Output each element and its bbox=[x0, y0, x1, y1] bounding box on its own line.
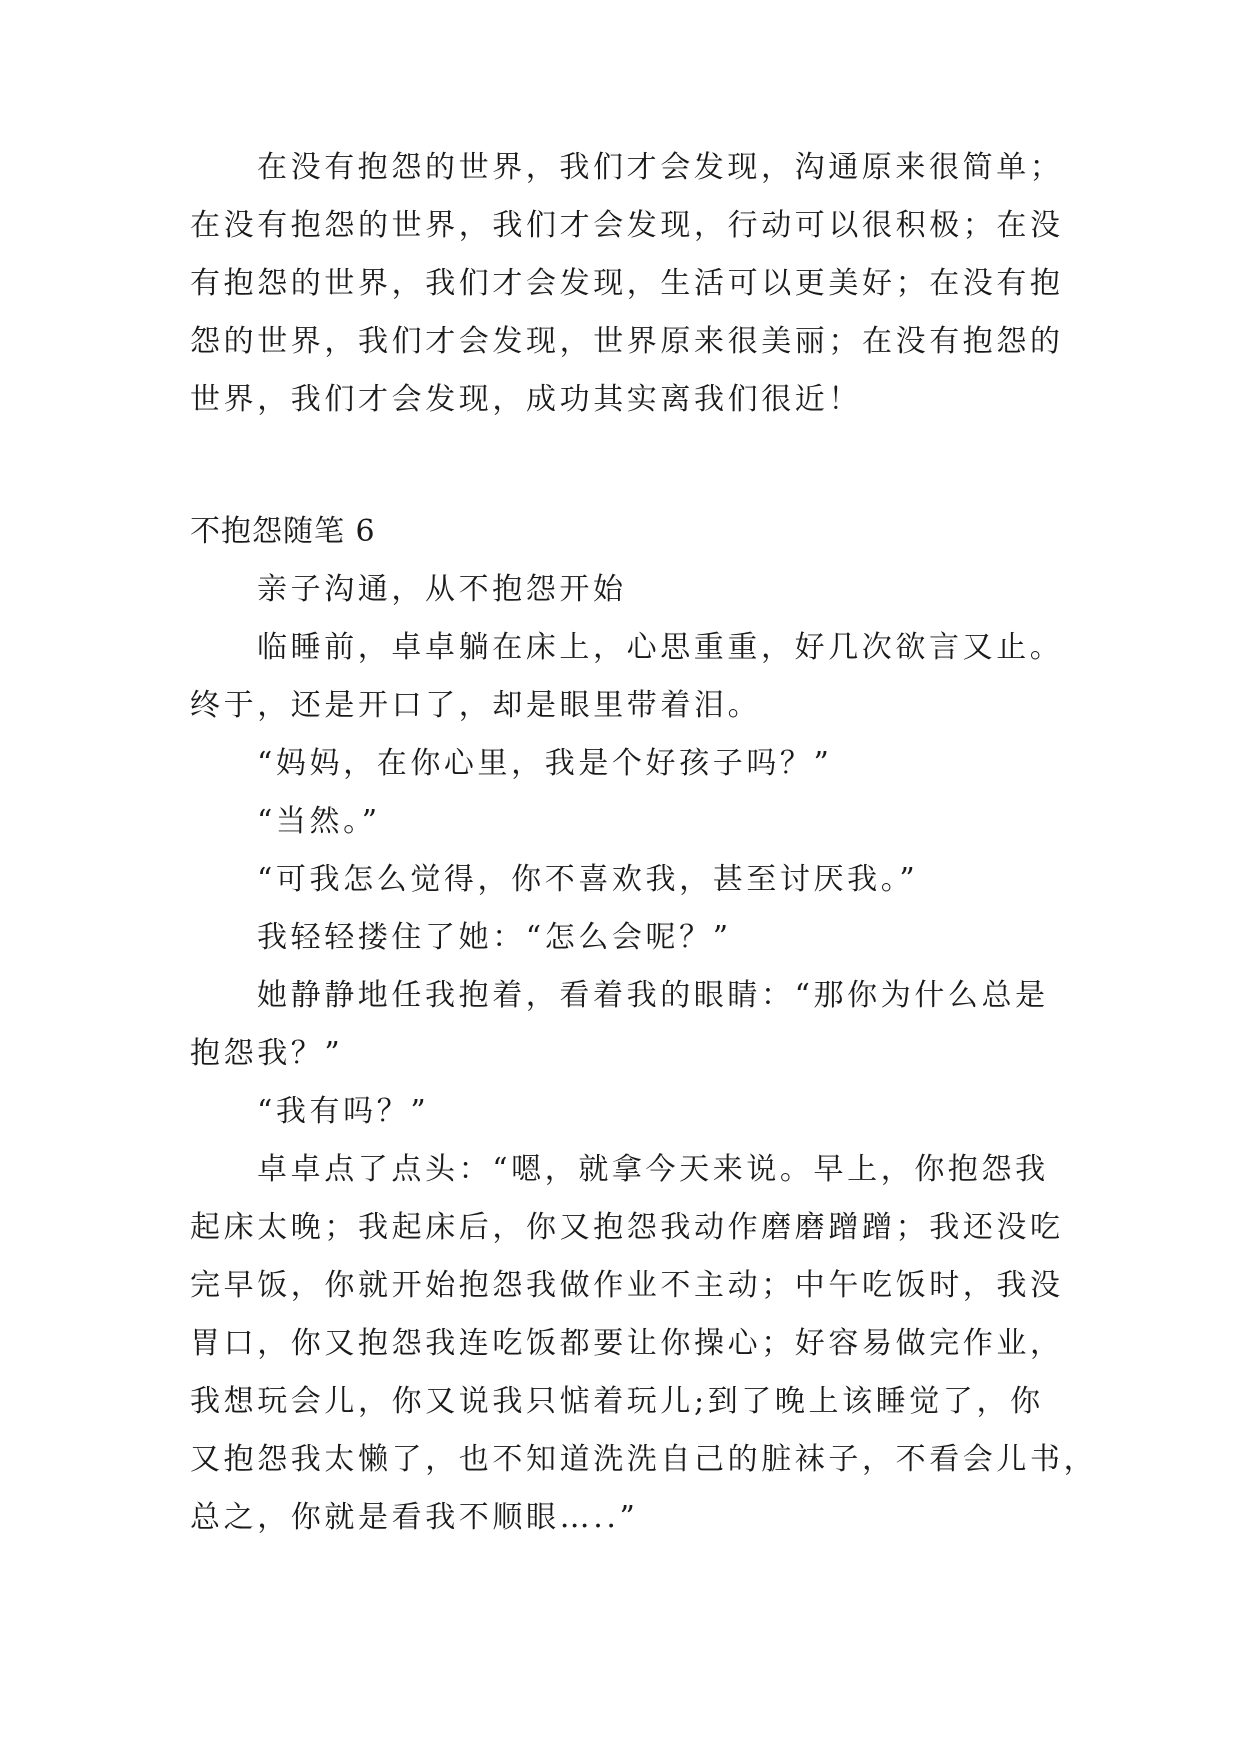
paragraph-line: 抱怨我？” bbox=[190, 1036, 344, 1071]
paragraph-line: 我想玩会儿，你又说我只惦着玩儿;到了晚上该睡觉了，你 bbox=[190, 1384, 1044, 1419]
paragraph-line: 她静静地任我抱着，看着我的眼睛：“那你为什么总是 bbox=[257, 978, 1049, 1013]
paragraph-line: 在没有抱怨的世界，我们才会发现，沟通原来很简单； bbox=[257, 150, 1064, 185]
paragraph-line: 在没有抱怨的世界，我们才会发现，行动可以很积极；在没 bbox=[190, 208, 1064, 243]
dialogue-line: “我有吗？” bbox=[257, 1094, 430, 1129]
paragraph-line: 有抱怨的世界，我们才会发现，生活可以更美好；在没有抱 bbox=[190, 266, 1064, 301]
dialogue-line: “当然。” bbox=[257, 804, 381, 839]
paragraph-line: 世界，我们才会发现，成功其实离我们很近！ bbox=[190, 382, 862, 417]
paragraph-line: 又抱怨我太懒了，也不知道洗洗自己的脏袜子，不看会儿书， bbox=[190, 1442, 1098, 1477]
dialogue-line: “可我怎么觉得，你不喜欢我，甚至讨厌我。” bbox=[257, 862, 919, 897]
section-title: 不抱怨随笔 6 bbox=[190, 514, 376, 549]
paragraph-line: 总之，你就是看我不顺眼…..” bbox=[190, 1500, 639, 1535]
dialogue-line: “妈妈，在你心里，我是个好孩子吗？” bbox=[257, 746, 833, 781]
paragraph-line: 终于，还是开口了，却是眼里带着泪。 bbox=[190, 688, 762, 723]
paragraph-line: 完早饭，你就开始抱怨我做作业不主动；中午吃饭时，我没 bbox=[190, 1268, 1064, 1303]
essay-title: 亲子沟通，从不抱怨开始 bbox=[257, 572, 627, 607]
paragraph-line: 卓卓点了点头：“嗯，就拿今天来说。早上，你抱怨我 bbox=[257, 1152, 1049, 1187]
paragraph-line: 临睡前，卓卓躺在床上，心思重重，好几次欲言又止。 bbox=[257, 630, 1064, 665]
dialogue-line: 我轻轻搂住了她：“怎么会呢？” bbox=[257, 920, 732, 955]
paragraph-line: 胃口，你又抱怨我连吃饭都要让你操心；好容易做完作业， bbox=[190, 1326, 1064, 1361]
paragraph-line: 起床太晚；我起床后，你又抱怨我动作磨磨蹭蹭；我还没吃 bbox=[190, 1210, 1064, 1245]
paragraph-line: 怨的世界，我们才会发现，世界原来很美丽；在没有抱怨的 bbox=[190, 324, 1064, 359]
